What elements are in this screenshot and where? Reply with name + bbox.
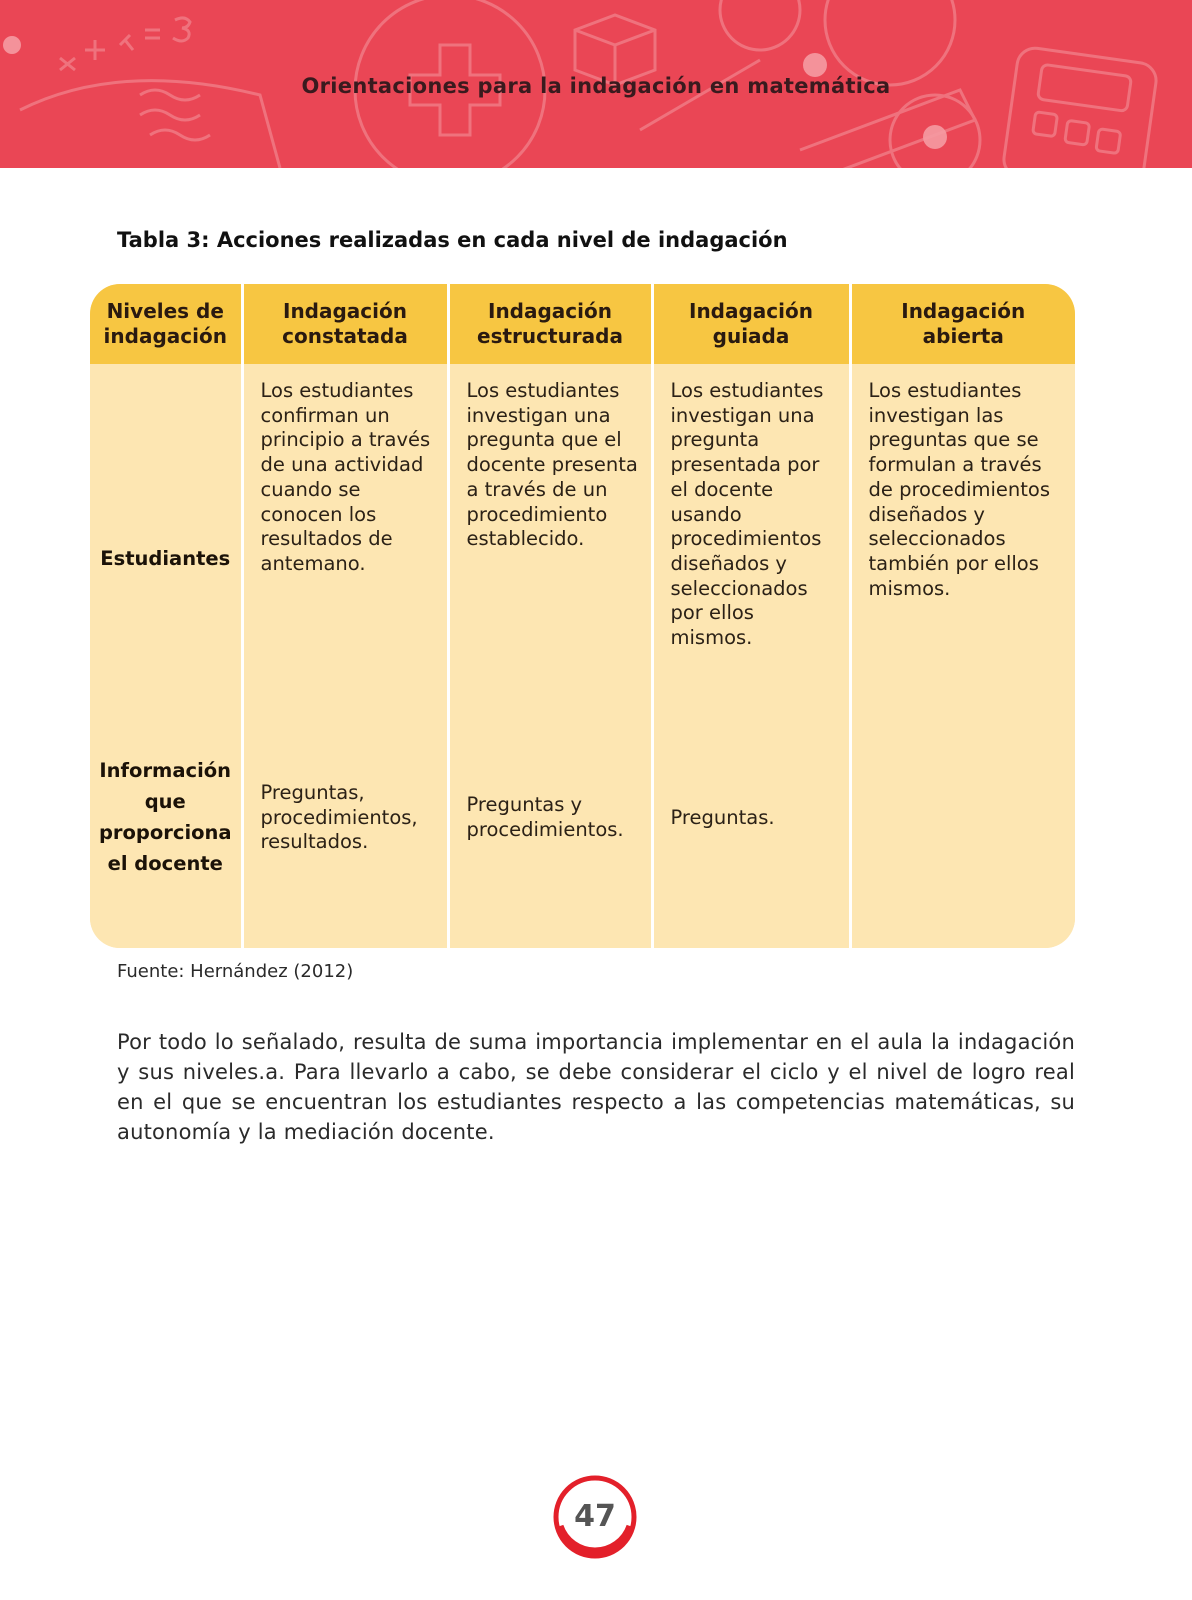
table-cell: Los estudiantes confirman un principio a través de una actividad cuando se conocen los resultados de antemano.	[242, 364, 448, 755]
header-band	[0, 0, 1192, 168]
table-cell: Preguntas, procedimientos, resultados.	[242, 755, 448, 948]
column-header: Niveles de indagación	[90, 284, 242, 364]
table-cell: Preguntas y procedimientos.	[448, 755, 652, 948]
table-cell: Los estudiantes investigan una pregunta que el docente presenta a través de un procedimiento establecido.	[448, 364, 652, 755]
table-header-row	[90, 284, 1075, 364]
column-header: Indagación abierta	[850, 284, 1075, 364]
table-caption: Tabla 3: Acciones realizadas en cada nivel de indagación	[117, 228, 788, 252]
row-header: Estudiantes	[90, 364, 242, 755]
header-title: Orientaciones para la indagación en matemática	[301, 74, 891, 98]
column-header: Indagación constatada	[242, 284, 448, 364]
table-cell: Preguntas.	[652, 755, 850, 948]
table-cell	[850, 755, 1075, 948]
column-header: Indagación guiada	[652, 284, 850, 364]
table-cell: Los estudiantes investigan las preguntas que se formulan a través de procedimientos diseñados y seleccionados también por ellos mismos.	[850, 364, 1075, 755]
inquiry-levels-table	[90, 284, 1075, 948]
body-paragraph: Por todo lo señalado, resulta de suma importancia implementar en el aula la indagación y sus niveles.a. Para llevarlo a cabo, se debe considerar el ciclo y el nivel de logro real en el que se encuentran los estudiantes respecto a las competencias matemáticas, su autonomía y la mediación docente.	[117, 1030, 1075, 1144]
table-row	[90, 755, 1075, 948]
column-header: Indagación estructurada	[448, 284, 652, 364]
row-header: Información que proporciona el docente	[90, 755, 242, 948]
page-number: 47	[574, 1499, 616, 1534]
table	[90, 284, 1075, 948]
table-row	[90, 364, 1075, 755]
table-source: Fuente: Hernández (2012)	[117, 961, 354, 982]
table-cell: Los estudiantes investigan una pregunta presentada por el docente usando procedimientos diseñados y seleccionados por ellos mismos.	[652, 364, 850, 755]
